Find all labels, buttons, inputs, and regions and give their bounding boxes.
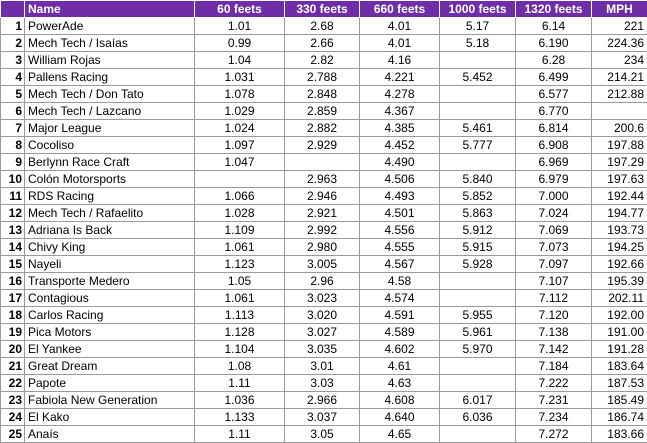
row-mph xyxy=(592,103,647,120)
row-330-feets: 2.946 xyxy=(285,188,360,205)
row-330-feets: 3.020 xyxy=(285,307,360,324)
table-row xyxy=(1,154,647,171)
row-1320-feets: 7.097 xyxy=(516,256,592,273)
row-1320-feets: 7.138 xyxy=(516,324,592,341)
row-330-feets: 3.037 xyxy=(285,409,360,426)
row-1000-feets xyxy=(440,52,516,69)
row-position: 17 xyxy=(1,290,25,307)
row-name: Chivy King xyxy=(25,239,195,256)
row-1320-feets: 6.190 xyxy=(516,35,592,52)
row-60-feets: 1.028 xyxy=(195,205,285,222)
row-660-feets: 4.591 xyxy=(360,307,440,324)
row-60-feets: 1.08 xyxy=(195,358,285,375)
row-60-feets: 1.05 xyxy=(195,273,285,290)
row-660-feets: 4.58 xyxy=(360,273,440,290)
row-mph: 194.25 xyxy=(592,239,647,256)
table-row xyxy=(1,171,647,188)
row-660-feets: 4.608 xyxy=(360,392,440,409)
row-330-feets: 2.966 xyxy=(285,392,360,409)
row-330-feets: 2.68 xyxy=(285,18,360,35)
header-row xyxy=(1,1,647,18)
header-1320-feets: 1320 feets xyxy=(516,1,592,18)
row-1320-feets: 6.28 xyxy=(516,52,592,69)
row-name: Anaís xyxy=(25,426,195,443)
row-mph: 186.74 xyxy=(592,409,647,426)
row-60-feets: 1.133 xyxy=(195,409,285,426)
row-position: 12 xyxy=(1,205,25,222)
row-60-feets: 1.113 xyxy=(195,307,285,324)
row-330-feets: 3.035 xyxy=(285,341,360,358)
row-660-feets: 4.01 xyxy=(360,18,440,35)
header-name: Name xyxy=(25,1,195,18)
row-1320-feets: 7.142 xyxy=(516,341,592,358)
row-1320-feets: 7.000 xyxy=(516,188,592,205)
row-mph: 191.28 xyxy=(592,341,647,358)
row-1320-feets: 6.14 xyxy=(516,18,592,35)
row-330-feets: 3.05 xyxy=(285,426,360,443)
row-1320-feets: 7.120 xyxy=(516,307,592,324)
row-mph: 197.29 xyxy=(592,154,647,171)
row-name: Contagious xyxy=(25,290,195,307)
row-name: Major League xyxy=(25,120,195,137)
row-60-feets: 1.036 xyxy=(195,392,285,409)
row-name: Fabiola New Generation xyxy=(25,392,195,409)
row-1000-feets: 5.452 xyxy=(440,69,516,86)
row-1000-feets: 5.955 xyxy=(440,307,516,324)
row-60-feets: 1.097 xyxy=(195,137,285,154)
row-60-feets: 1.04 xyxy=(195,52,285,69)
row-330-feets: 2.929 xyxy=(285,137,360,154)
row-1320-feets: 7.024 xyxy=(516,205,592,222)
row-1000-feets: 5.777 xyxy=(440,137,516,154)
row-330-feets: 3.005 xyxy=(285,256,360,273)
row-position: 14 xyxy=(1,239,25,256)
row-660-feets: 4.555 xyxy=(360,239,440,256)
row-1000-feets xyxy=(440,273,516,290)
row-1000-feets: 5.461 xyxy=(440,120,516,137)
row-1320-feets: 6.499 xyxy=(516,69,592,86)
row-1000-feets xyxy=(440,103,516,120)
row-1000-feets: 5.18 xyxy=(440,35,516,52)
table-row xyxy=(1,273,647,290)
row-name: Carlos Racing xyxy=(25,307,195,324)
row-330-feets: 3.027 xyxy=(285,324,360,341)
table-row xyxy=(1,35,647,52)
row-660-feets: 4.452 xyxy=(360,137,440,154)
row-mph: 183.64 xyxy=(592,358,647,375)
row-330-feets: 3.01 xyxy=(285,358,360,375)
row-660-feets: 4.61 xyxy=(360,358,440,375)
row-1320-feets: 7.107 xyxy=(516,273,592,290)
row-name: Transporte Medero xyxy=(25,273,195,290)
row-name: Mech Tech / Isaías xyxy=(25,35,195,52)
row-position: 13 xyxy=(1,222,25,239)
table-row xyxy=(1,188,647,205)
row-mph: 202.11 xyxy=(592,290,647,307)
row-1000-feets: 6.036 xyxy=(440,409,516,426)
row-1000-feets: 5.863 xyxy=(440,205,516,222)
row-660-feets: 4.501 xyxy=(360,205,440,222)
row-330-feets: 3.03 xyxy=(285,375,360,392)
row-1000-feets xyxy=(440,154,516,171)
table-row xyxy=(1,137,647,154)
row-660-feets: 4.506 xyxy=(360,171,440,188)
row-660-feets: 4.640 xyxy=(360,409,440,426)
table-row xyxy=(1,52,647,69)
row-name: El Yankee xyxy=(25,341,195,358)
row-position: 1 xyxy=(1,18,25,35)
row-660-feets: 4.278 xyxy=(360,86,440,103)
row-330-feets: 2.82 xyxy=(285,52,360,69)
row-60-feets: 1.109 xyxy=(195,222,285,239)
row-660-feets: 4.589 xyxy=(360,324,440,341)
table-row xyxy=(1,358,647,375)
row-position: 21 xyxy=(1,358,25,375)
row-330-feets: 2.992 xyxy=(285,222,360,239)
row-330-feets: 2.980 xyxy=(285,239,360,256)
row-660-feets: 4.385 xyxy=(360,120,440,137)
row-1320-feets: 7.222 xyxy=(516,375,592,392)
row-position: 16 xyxy=(1,273,25,290)
row-60-feets: 1.123 xyxy=(195,256,285,273)
row-330-feets: 2.96 xyxy=(285,273,360,290)
table-row xyxy=(1,103,647,120)
row-1000-feets: 5.928 xyxy=(440,256,516,273)
table-row xyxy=(1,205,647,222)
row-60-feets: 1.029 xyxy=(195,103,285,120)
row-60-feets: 1.024 xyxy=(195,120,285,137)
table-row xyxy=(1,426,647,443)
row-660-feets: 4.574 xyxy=(360,290,440,307)
row-660-feets: 4.16 xyxy=(360,52,440,69)
row-60-feets: 1.061 xyxy=(195,290,285,307)
row-mph: 193.73 xyxy=(592,222,647,239)
row-60-feets: 1.01 xyxy=(195,18,285,35)
row-mph: 185.49 xyxy=(592,392,647,409)
row-1320-feets: 6.814 xyxy=(516,120,592,137)
row-name: Mech Tech / Lazcano xyxy=(25,103,195,120)
row-name: Great Dream xyxy=(25,358,195,375)
row-60-feets xyxy=(195,171,285,188)
row-1000-feets: 5.915 xyxy=(440,239,516,256)
row-name: Cocoliso xyxy=(25,137,195,154)
row-1000-feets: 6.017 xyxy=(440,392,516,409)
row-1320-feets: 6.979 xyxy=(516,171,592,188)
row-660-feets: 4.602 xyxy=(360,341,440,358)
table-row xyxy=(1,86,647,103)
header-mph: MPH xyxy=(592,1,647,18)
row-position: 8 xyxy=(1,137,25,154)
row-60-feets: 1.078 xyxy=(195,86,285,103)
table-row xyxy=(1,256,647,273)
row-mph: 191.00 xyxy=(592,324,647,341)
row-660-feets: 4.567 xyxy=(360,256,440,273)
row-mph: 192.00 xyxy=(592,307,647,324)
row-1320-feets: 7.234 xyxy=(516,409,592,426)
row-1000-feets: 5.852 xyxy=(440,188,516,205)
row-mph: 214.21 xyxy=(592,69,647,86)
row-mph: 187.53 xyxy=(592,375,647,392)
row-1000-feets: 5.970 xyxy=(440,341,516,358)
row-60-feets: 1.11 xyxy=(195,426,285,443)
row-330-feets: 2.848 xyxy=(285,86,360,103)
row-mph: 197.63 xyxy=(592,171,647,188)
row-1320-feets: 6.969 xyxy=(516,154,592,171)
row-660-feets: 4.65 xyxy=(360,426,440,443)
row-1000-feets xyxy=(440,86,516,103)
row-position: 20 xyxy=(1,341,25,358)
row-660-feets: 4.493 xyxy=(360,188,440,205)
row-1320-feets: 6.577 xyxy=(516,86,592,103)
header-position xyxy=(1,1,25,18)
row-position: 15 xyxy=(1,256,25,273)
row-330-feets xyxy=(285,154,360,171)
table-row xyxy=(1,239,647,256)
row-660-feets: 4.490 xyxy=(360,154,440,171)
row-name: PowerAde xyxy=(25,18,195,35)
row-mph: 197.88 xyxy=(592,137,647,154)
table-row xyxy=(1,341,647,358)
header-660-feets: 660 feets xyxy=(360,1,440,18)
row-1000-feets xyxy=(440,375,516,392)
row-1000-feets: 5.840 xyxy=(440,171,516,188)
row-1320-feets: 7.231 xyxy=(516,392,592,409)
row-660-feets: 4.01 xyxy=(360,35,440,52)
row-60-feets: 1.128 xyxy=(195,324,285,341)
row-60-feets: 1.047 xyxy=(195,154,285,171)
row-330-feets: 2.921 xyxy=(285,205,360,222)
row-1320-feets: 7.069 xyxy=(516,222,592,239)
row-position: 25 xyxy=(1,426,25,443)
row-330-feets: 2.859 xyxy=(285,103,360,120)
row-60-feets: 1.061 xyxy=(195,239,285,256)
row-position: 24 xyxy=(1,409,25,426)
table-row xyxy=(1,392,647,409)
row-mph: 221 xyxy=(592,18,647,35)
row-1320-feets: 6.908 xyxy=(516,137,592,154)
row-position: 10 xyxy=(1,171,25,188)
row-mph: 200.6 xyxy=(592,120,647,137)
row-position: 5 xyxy=(1,86,25,103)
row-name: Berlynn Race Craft xyxy=(25,154,195,171)
header-1000-feets: 1000 feets xyxy=(440,1,516,18)
row-name: Papote xyxy=(25,375,195,392)
row-mph: 183.66 xyxy=(592,426,647,443)
row-1320-feets: 7.073 xyxy=(516,239,592,256)
row-mph: 234 xyxy=(592,52,647,69)
row-330-feets: 2.66 xyxy=(285,35,360,52)
table-row xyxy=(1,290,647,307)
row-position: 4 xyxy=(1,69,25,86)
row-660-feets: 4.367 xyxy=(360,103,440,120)
row-330-feets: 2.882 xyxy=(285,120,360,137)
table-row xyxy=(1,222,647,239)
table-row xyxy=(1,307,647,324)
row-1000-feets xyxy=(440,358,516,375)
row-mph: 224.36 xyxy=(592,35,647,52)
table-row xyxy=(1,324,647,341)
table-row xyxy=(1,69,647,86)
row-mph: 195.39 xyxy=(592,273,647,290)
row-mph: 212.88 xyxy=(592,86,647,103)
row-1000-feets: 5.17 xyxy=(440,18,516,35)
row-position: 6 xyxy=(1,103,25,120)
row-name: William Rojas xyxy=(25,52,195,69)
row-position: 2 xyxy=(1,35,25,52)
row-330-feets: 2.963 xyxy=(285,171,360,188)
row-position: 7 xyxy=(1,120,25,137)
row-name: Colón Motorsports xyxy=(25,171,195,188)
row-name: Mech Tech / Rafaelito xyxy=(25,205,195,222)
row-position: 9 xyxy=(1,154,25,171)
row-name: El Kako xyxy=(25,409,195,426)
header-330-feets: 330 feets xyxy=(285,1,360,18)
table-body xyxy=(1,18,647,443)
row-60-feets: 1.066 xyxy=(195,188,285,205)
table-row xyxy=(1,409,647,426)
row-660-feets: 4.221 xyxy=(360,69,440,86)
row-position: 19 xyxy=(1,324,25,341)
row-name: Mech Tech / Don Tato xyxy=(25,86,195,103)
row-position: 11 xyxy=(1,188,25,205)
row-position: 22 xyxy=(1,375,25,392)
row-name: Adriana Is Back xyxy=(25,222,195,239)
row-name: RDS Racing xyxy=(25,188,195,205)
row-mph: 192.44 xyxy=(592,188,647,205)
row-mph: 192.66 xyxy=(592,256,647,273)
row-60-feets: 0.99 xyxy=(195,35,285,52)
row-60-feets: 1.11 xyxy=(195,375,285,392)
row-position: 18 xyxy=(1,307,25,324)
row-1320-feets: 7.184 xyxy=(516,358,592,375)
row-name: Nayeli xyxy=(25,256,195,273)
row-330-feets: 2.788 xyxy=(285,69,360,86)
row-60-feets: 1.104 xyxy=(195,341,285,358)
row-1320-feets: 6.770 xyxy=(516,103,592,120)
row-1000-feets xyxy=(440,426,516,443)
row-1000-feets: 5.912 xyxy=(440,222,516,239)
row-position: 23 xyxy=(1,392,25,409)
row-1320-feets: 7.272 xyxy=(516,426,592,443)
row-position: 3 xyxy=(1,52,25,69)
table-header xyxy=(1,1,647,18)
row-1320-feets: 7.112 xyxy=(516,290,592,307)
header-60-feets: 60 feets xyxy=(195,1,285,18)
table-row xyxy=(1,120,647,137)
table-row xyxy=(1,18,647,35)
row-660-feets: 4.556 xyxy=(360,222,440,239)
row-1000-feets xyxy=(440,290,516,307)
row-name: Pallens Racing xyxy=(25,69,195,86)
row-330-feets: 3.023 xyxy=(285,290,360,307)
row-660-feets: 4.63 xyxy=(360,375,440,392)
row-1000-feets: 5.961 xyxy=(440,324,516,341)
row-60-feets: 1.031 xyxy=(195,69,285,86)
row-name: Pica Motors xyxy=(25,324,195,341)
row-mph: 194.77 xyxy=(592,205,647,222)
table-row xyxy=(1,375,647,392)
